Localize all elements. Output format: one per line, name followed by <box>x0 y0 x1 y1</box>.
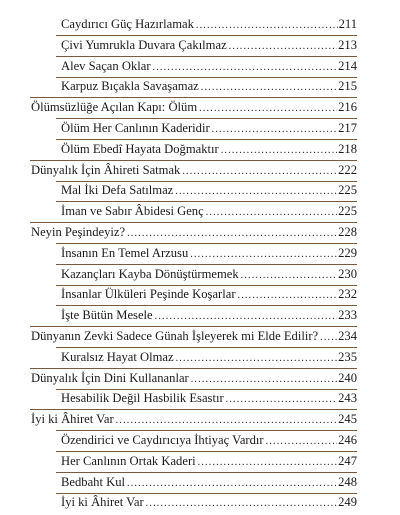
toc-entry-title: Karpuz Bıçakla Savaşamaz <box>61 79 199 94</box>
toc-entry-page: 211 <box>338 17 357 31</box>
toc-entry[interactable] <box>31 99 357 120</box>
toc-entry-page: 232 <box>338 287 357 302</box>
dot-leader <box>155 308 337 325</box>
dot-leader <box>226 391 337 408</box>
toc-entry[interactable] <box>31 78 357 99</box>
toc-entry-title: İşte Bütün Mesele <box>61 308 153 323</box>
dot-leader <box>127 225 337 242</box>
dot-leader <box>320 329 337 346</box>
toc-entry[interactable] <box>31 411 357 432</box>
toc-entry-page: 214 <box>338 58 357 73</box>
toc-entry-page: 235 <box>338 349 357 364</box>
toc-entry-title: İyi ki Âhiret Var <box>31 412 114 427</box>
dot-leader <box>266 433 338 450</box>
dot-leader <box>175 183 337 200</box>
toc-entry-page: 215 <box>338 79 357 94</box>
dot-leader <box>176 350 338 367</box>
toc-entry[interactable] <box>31 182 357 203</box>
toc-entry-title: Dünyalık İçin Dini Kullananlar <box>31 370 189 385</box>
toc-entry-title: Çivi Yumrukla Duvara Çakılmaz <box>61 37 227 52</box>
toc-entry[interactable] <box>31 474 357 495</box>
dot-leader <box>201 79 337 96</box>
toc-entry-page: 228 <box>338 224 357 239</box>
toc-entry-page: 240 <box>338 370 357 385</box>
dot-leader <box>221 142 337 159</box>
toc-entry-page: 246 <box>338 432 357 447</box>
toc-entry[interactable] <box>31 432 357 453</box>
toc-entry-page: 234 <box>338 328 357 343</box>
toc-entry-title: Alev Saçan Oklar <box>61 58 151 73</box>
table-of-contents <box>31 16 357 515</box>
toc-entry[interactable] <box>31 349 357 370</box>
toc-entry-title: Her Canlının Ortak Kaderi <box>61 453 196 468</box>
toc-entry-page: 222 <box>338 162 357 177</box>
toc-entry-page: 225 <box>338 183 357 198</box>
toc-entry-page: 233 <box>338 308 357 323</box>
toc-entry-title: İman ve Sabır Âbidesi Genç <box>61 204 204 219</box>
dot-leader <box>229 38 337 55</box>
toc-entry-title: Kuralsız Hayat Olmaz <box>61 349 174 364</box>
toc-entry-title: Ölümsüzlüğe Açılan Kapı: Ölüm <box>31 100 198 115</box>
toc-entry-page: 225 <box>338 204 357 219</box>
toc-entry-title: Neyin Peşindeyiz? <box>31 224 126 239</box>
toc-entry-title: İnsanlar Ülküleri Peşinde Koşarlar <box>61 287 236 302</box>
dot-leader <box>238 287 338 304</box>
toc-entry[interactable] <box>31 370 357 391</box>
toc-entry-page: 218 <box>338 141 357 156</box>
toc-entry[interactable] <box>31 390 357 411</box>
toc-entry-title: Bedbaht Kul <box>61 474 126 489</box>
toc-entry-page: 229 <box>338 245 357 260</box>
dot-leader <box>196 17 338 34</box>
toc-entry[interactable] <box>31 37 357 58</box>
toc-entry[interactable] <box>31 453 357 474</box>
toc-entry-title: Kazançları Kayba Dönüştürmemek <box>61 266 239 281</box>
toc-entry-title: Mal İki Defa Satılmaz <box>61 183 174 198</box>
toc-entry[interactable] <box>31 328 357 349</box>
toc-entry[interactable] <box>31 307 357 328</box>
toc-entry[interactable] <box>31 224 357 245</box>
toc-entry-title: Dünyanın Zevki Sadece Günah İşleyerek mi Elde Edilir? <box>31 328 319 343</box>
toc-entry[interactable] <box>31 58 357 79</box>
toc-entry[interactable] <box>31 162 357 183</box>
toc-entry-title: Caydırıcı Güç Hazırlamak <box>61 17 194 31</box>
toc-entry-title: Özendirici ve Caydırıcıya İhtiyaç Vardır <box>61 432 264 447</box>
toc-entry[interactable] <box>31 266 357 287</box>
dot-leader <box>212 121 337 138</box>
toc-entry-title: İyi ki Âhiret Var <box>61 495 144 510</box>
toc-entry-title: Dünyalık İçin Âhireti Satmak <box>31 162 181 177</box>
dot-leader <box>191 371 337 388</box>
toc-entry-title: İnsanın En Temel Arzusu <box>61 245 189 260</box>
toc-entry-title: Ölüm Her Canlının Kaderidir <box>61 120 210 135</box>
toc-entry-page: 247 <box>338 453 357 468</box>
dot-leader <box>241 267 337 284</box>
toc-entry[interactable] <box>31 245 357 266</box>
toc-entry[interactable] <box>31 141 357 162</box>
toc-entry-title: Ölüm Ebedî Hayata Doğmaktır <box>61 141 219 156</box>
toc-entry-page: 230 <box>338 266 357 281</box>
toc-entry-page: 245 <box>338 412 357 427</box>
dot-leader <box>190 246 337 263</box>
toc-entry-page: 249 <box>338 495 357 510</box>
toc-entry[interactable] <box>31 120 357 141</box>
dot-leader <box>182 163 337 180</box>
toc-entry[interactable] <box>31 203 357 224</box>
toc-entry[interactable] <box>31 16 357 37</box>
toc-entry-title: Hesabilik Değil Hasbilik Esastır <box>61 391 224 406</box>
dot-leader <box>127 475 337 492</box>
toc-entry[interactable] <box>31 286 357 307</box>
toc-entry-page: 248 <box>338 474 357 489</box>
dot-leader <box>116 412 337 429</box>
dot-leader <box>206 204 337 221</box>
dot-leader <box>153 59 338 76</box>
toc-entry-page: 216 <box>338 100 357 115</box>
toc-entry-page: 217 <box>338 120 357 135</box>
toc-entry-page: 213 <box>338 37 357 52</box>
dot-leader <box>198 454 337 471</box>
dot-leader <box>199 100 337 117</box>
toc-entry-page: 243 <box>338 391 357 406</box>
toc-entry[interactable] <box>31 494 357 515</box>
